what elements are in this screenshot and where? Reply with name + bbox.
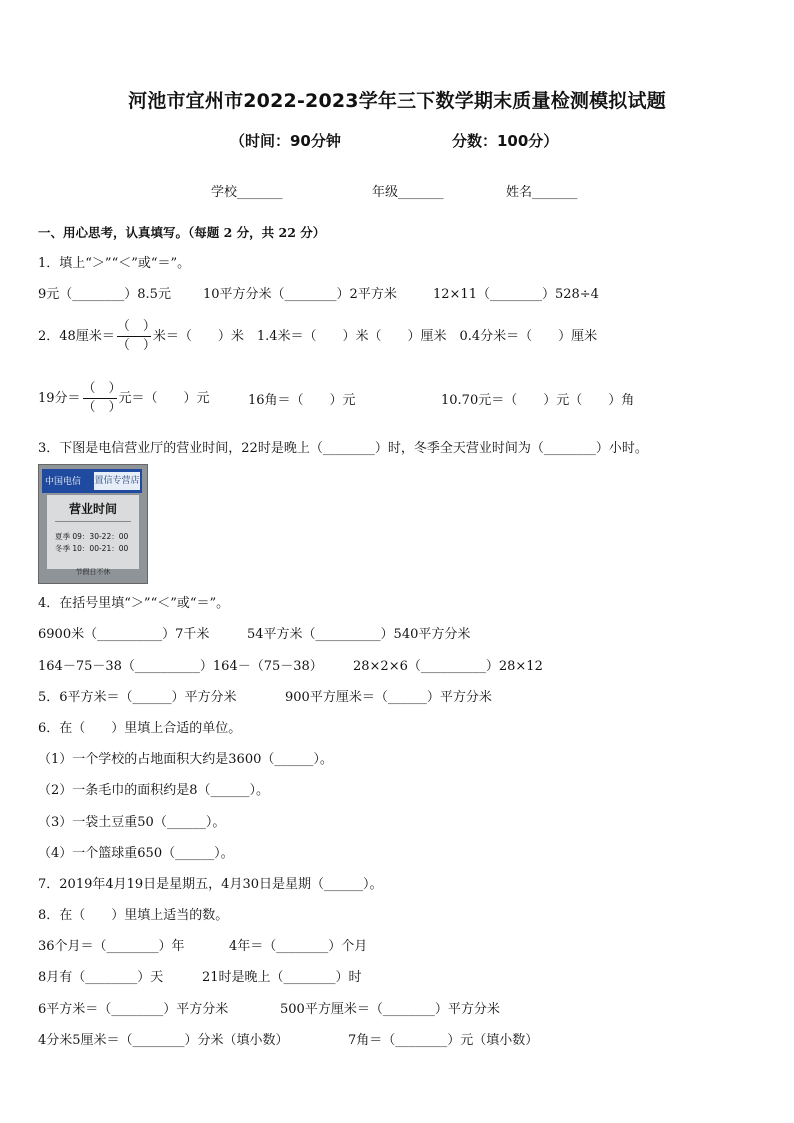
board-title: 营业时间 [68,502,117,516]
q2-prefix: 2．48厘米＝ [38,329,115,344]
section-heading: 一、用心思考，认真填写。（每题 2 分，共 22 分） [38,225,326,240]
question-8-item: 4分米5厘米＝（________）分米（填小数） [38,1033,289,1048]
question-6-item: （2）一条毛巾的面积约是8（______）。 [38,783,270,798]
question-8-stem: 8．在（ ）里填上适当的数。 [38,908,229,923]
q2-rest-2: 元＝（ ）元 [118,391,210,406]
name-field: 姓名_______ [506,185,578,200]
question-6-item: （1）一个学校的占地面积大约是3600（______）。 [38,752,333,767]
holiday-note: 节假日不休 [75,568,111,576]
question-1-item: 9元（________）8.5元 [38,287,171,302]
question-4-item: 6900米（__________）7千米 [38,627,210,642]
question-8-item: 36个月＝（________）年 [38,939,185,954]
question-8-item: 500平方厘米＝（________）平方分米 [280,1002,500,1017]
board-divider [55,521,131,522]
question-1-item: 12×11（________）528÷4 [433,287,599,302]
question-2-line-2a [38,380,210,417]
question-5-item: 900平方厘米＝（______）平方分米 [285,690,492,705]
fraction-blank: $\frac{( )}{( )}$ [116,319,156,353]
question-3-stem: 3．下图是电信营业厅的营业时间，22时是晚上（________）时，冬季全天营业时间为（________）小时。 [38,441,648,456]
question-6-item: （4）一个篮球重650（______）。 [38,846,234,861]
q2-prefix-2: 19分＝ [38,391,81,406]
winter-hours: 冬季 10：00-21：00 [55,544,129,553]
shop-name: 置信专营店 [94,472,140,490]
grade-field: 年级_______ [372,185,444,200]
fraction-blank: $\frac{( )}{( )}$ [82,381,122,415]
question-4-stem: 4．在括号里填“＞”“＜”或“＝”。 [38,596,230,611]
question-2-line-1 [38,318,597,355]
question-4-item: 54平方米（__________）540平方分米 [247,627,471,642]
question-8-item: 6平方米＝（________）平方分米 [38,1002,229,1017]
question-1-item: 10平方分米（________）2平方米 [203,287,397,302]
question-1-stem: 1．填上“＞”“＜”或“＝”。 [38,256,191,271]
question-5-item: 5．6平方米＝（______）平方分米 [38,690,237,705]
question-2-line-2b: 16角＝（ ）元 [248,393,356,408]
photo-header [42,469,142,493]
exam-score: 分数：100分） [452,132,559,150]
q2-rest: 米＝（ ）米 1.4米＝（ ）米（ ）厘米 0.4分米＝（ ）厘米 [152,329,598,344]
question-8-item: 8月有（________）天 [38,970,164,985]
question-8-item: 4年＝（________）个月 [229,939,368,954]
page-title: 河池市宜州市2022-2023学年三下数学期末质量检测模拟试题 [128,90,666,112]
question-8-item: 7角＝（________）元（填小数） [348,1033,539,1048]
school-field: 学校_______ [211,185,283,200]
telecom-logo: 中国电信 [45,477,82,487]
question-4-item: 28×2×6（__________）28×12 [353,659,543,674]
question-6-stem: 6．在（ ）里填上合适的单位。 [38,721,242,736]
summer-hours: 夏季 09：30-22：00 [55,532,129,541]
question-4-item: 164－75－38（__________）164－（75－38） [38,659,323,674]
question-6-item: （3）一袋土豆重50（______）。 [38,815,226,830]
question-7: 7．2019年4月19日是星期五，4月30日是星期（______）。 [38,877,383,892]
business-hours-photo [38,464,148,584]
exam-time: （时间：90分钟 [230,132,341,150]
hours-board [47,495,139,569]
question-2-line-2c: 10.70元＝（ ）元（ ）角 [441,393,635,408]
question-8-item: 21时是晚上（________）时 [202,970,362,985]
